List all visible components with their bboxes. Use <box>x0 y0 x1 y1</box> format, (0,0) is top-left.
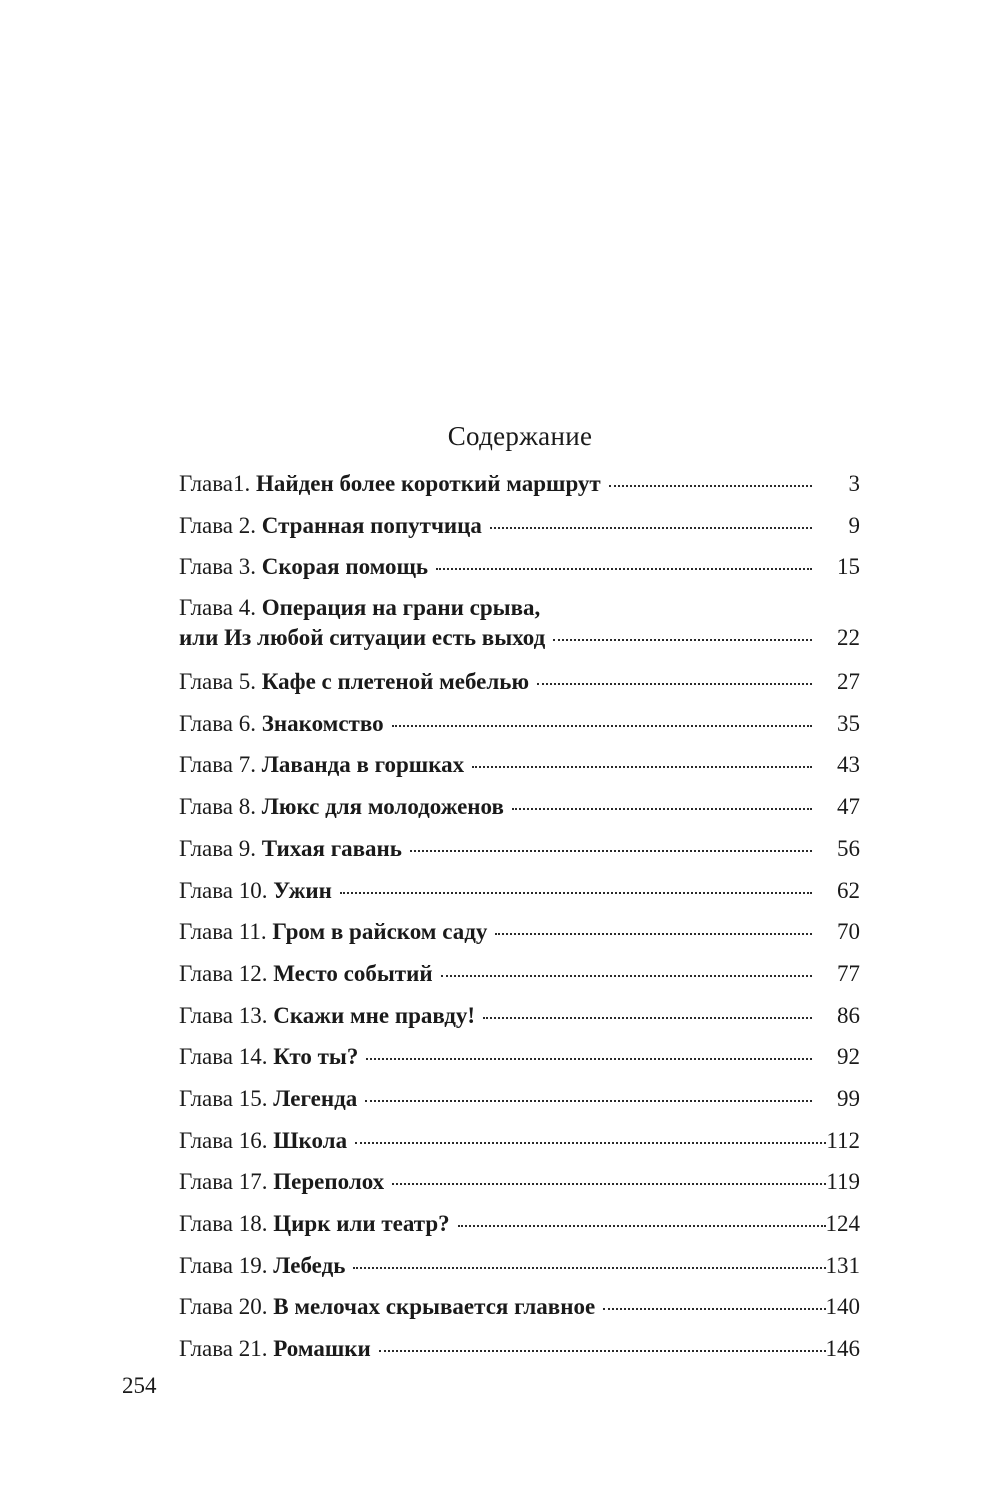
chapter-title: Переполох <box>273 1169 385 1195</box>
chapter-title: Тихая гавань <box>261 835 402 861</box>
dot-leader <box>436 566 812 570</box>
dot-leader <box>365 1098 812 1102</box>
dot-leader <box>379 1348 826 1352</box>
chapter-label: Глава 11. <box>179 919 273 945</box>
dot-leader <box>483 1015 812 1019</box>
chapter-label: Глава 18. <box>179 1211 274 1236</box>
dot-leader <box>366 1056 812 1060</box>
chapter-page-number: 9 <box>848 512 860 538</box>
toc-entry-13 <box>179 995 860 1037</box>
chapter-label: Глава 6. <box>179 710 262 736</box>
chapter-label: Глава 13. <box>179 1002 274 1028</box>
toc-entry-4 <box>179 588 860 661</box>
chapter-label: Глава 12. <box>179 960 274 986</box>
chapter-title: Ужин <box>273 877 332 903</box>
toc-entry-11 <box>179 911 860 953</box>
chapter-page-number: 92 <box>837 1044 860 1070</box>
toc-entry-1 <box>179 463 860 505</box>
chapter-page-number: 3 <box>848 471 860 496</box>
dot-leader <box>553 637 812 641</box>
chapter-label: Глава 7. <box>179 752 262 778</box>
chapter-title: Цирк или театр? <box>273 1211 450 1236</box>
chapter-page-number: 146 <box>825 1336 860 1362</box>
chapter-label: Глава 19. <box>179 1252 274 1278</box>
chapter-page-number: 131 <box>825 1252 860 1278</box>
dot-leader <box>537 681 812 685</box>
toc-entry-5 <box>179 661 860 703</box>
chapter-page-number: 140 <box>825 1294 860 1320</box>
dot-leader <box>472 764 812 768</box>
chapter-title: Странная попутчица <box>261 512 482 538</box>
chapter-page-number: 27 <box>837 669 860 695</box>
dot-leader <box>603 1306 825 1310</box>
chapter-page-number: 86 <box>837 1002 860 1028</box>
dot-leader <box>495 931 812 935</box>
chapter-label: Глава 16. <box>179 1127 274 1153</box>
toc-entry-9 <box>179 828 860 870</box>
toc-entry-3 <box>179 546 860 588</box>
chapter-label: Глава 5. <box>179 669 262 695</box>
chapter-label: Глава 10. <box>179 877 274 903</box>
chapter-page-number: 99 <box>837 1085 860 1111</box>
dot-leader <box>392 723 812 727</box>
chapter-label: Глава 14. <box>179 1044 274 1070</box>
chapter-page-number: 62 <box>837 877 860 903</box>
chapter-page-number: 15 <box>837 554 860 580</box>
toc-list <box>179 463 860 1370</box>
dot-leader <box>490 525 812 529</box>
toc-entry-14 <box>179 1036 860 1078</box>
toc-entry-8 <box>179 786 860 828</box>
chapter-page-number: 119 <box>826 1169 860 1195</box>
chapter-title: Знакомство <box>261 710 384 736</box>
dot-leader <box>609 483 812 487</box>
dot-leader <box>355 1140 826 1144</box>
chapter-title-line-2: или Из любой ситуации есть выход <box>179 625 546 651</box>
toc-entry-19 <box>179 1245 860 1287</box>
chapter-page-number: 56 <box>837 835 860 861</box>
toc-entry-18 <box>179 1203 860 1245</box>
chapter-title: Место событий <box>273 960 433 986</box>
toc-entry-7 <box>179 744 860 786</box>
chapter-title: Ромашки <box>273 1336 371 1362</box>
chapter-page-number: 47 <box>837 794 860 820</box>
page-number: 254 <box>122 1373 157 1398</box>
toc-entry-6 <box>179 703 860 745</box>
toc-entry-20 <box>179 1286 860 1328</box>
toc-entry-12 <box>179 953 860 995</box>
toc-entry-21 <box>179 1328 860 1370</box>
chapter-label: Глава 21. <box>179 1336 274 1362</box>
chapter-label: Глава 9. <box>179 835 262 861</box>
chapter-page-number: 43 <box>837 752 860 778</box>
chapter-label: Глава 3. <box>179 554 262 580</box>
chapter-title: Кто ты? <box>273 1044 359 1070</box>
chapter-label: Глава1. <box>179 471 257 496</box>
chapter-title: В мелочах скрывается главное <box>273 1294 596 1320</box>
dot-leader <box>353 1265 825 1269</box>
chapter-title: Скорая помощь <box>261 554 429 580</box>
chapter-label: Глава 15. <box>179 1085 274 1111</box>
chapter-page-number: 77 <box>837 960 860 986</box>
chapter-title: Кафе с плетеной мебелью <box>261 669 530 695</box>
toc-title: Содержание <box>447 421 593 451</box>
chapter-label: Глава 20. <box>179 1294 274 1320</box>
chapter-label: Глава 4. <box>179 595 262 621</box>
chapter-page-number: 22 <box>837 625 860 651</box>
chapter-label: Глава 8. <box>179 794 262 820</box>
dot-leader <box>458 1223 826 1227</box>
chapter-title: Лаванда в горшках <box>261 752 465 778</box>
chapter-title: Скажи мне правду! <box>273 1002 476 1028</box>
toc-entry-10 <box>179 870 860 912</box>
dot-leader <box>340 890 812 894</box>
chapter-title: Найден более короткий маршрут <box>256 471 601 496</box>
dot-leader <box>392 1181 826 1185</box>
chapter-title-line-1: Операция на грани срыва, <box>261 595 541 621</box>
dot-leader <box>410 848 812 852</box>
chapter-page-number: 35 <box>837 710 860 736</box>
chapter-title: Школа <box>273 1127 348 1153</box>
chapter-title: Лебедь <box>273 1252 346 1278</box>
toc-entry-2 <box>179 505 860 547</box>
chapter-title: Гром в райском саду <box>272 919 488 945</box>
chapter-label: Глава 2. <box>179 512 262 538</box>
chapter-page-number: 124 <box>825 1211 860 1236</box>
chapter-label: Глава 17. <box>179 1169 274 1195</box>
toc-entry-16 <box>179 1120 860 1162</box>
toc-entry-15 <box>179 1078 860 1120</box>
chapter-page-number: 112 <box>826 1127 860 1153</box>
chapter-title: Легенда <box>273 1085 358 1111</box>
toc-entry-17 <box>179 1161 860 1203</box>
chapter-page-number: 70 <box>837 919 860 945</box>
chapter-title: Люкс для молодоженов <box>261 794 504 820</box>
dot-leader <box>512 806 812 810</box>
dot-leader <box>441 973 812 977</box>
